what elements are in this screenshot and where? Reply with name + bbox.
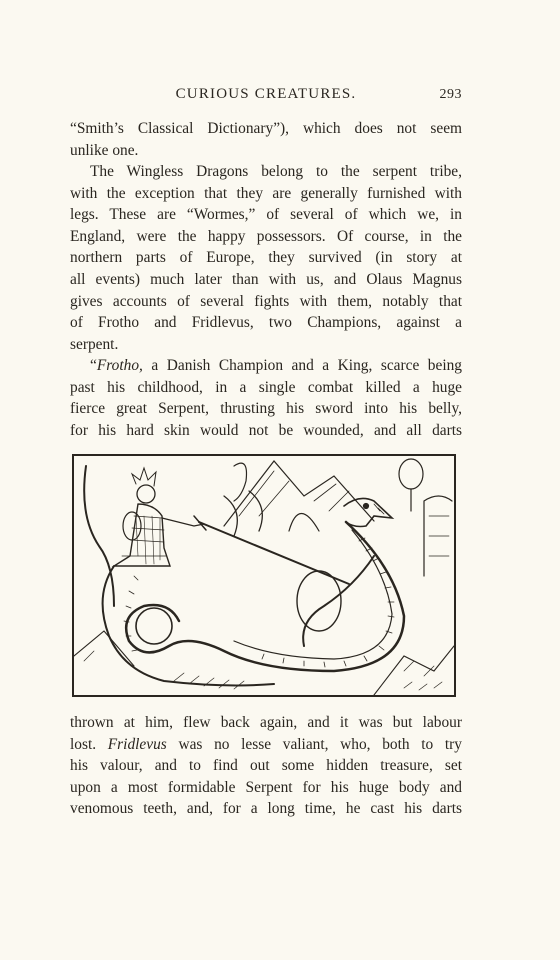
paragraph-2: [70, 161, 462, 355]
text-line: “Smith’s Classical Dictionary”), which does not seem: [70, 120, 462, 137]
paragraph-4: [70, 712, 462, 820]
text-line: with the exception that they are generally furnished with: [70, 184, 462, 202]
text-run: lost.: [70, 735, 108, 753]
champion-name-fridlevus: Fridlevus: [107, 735, 167, 753]
text-line: of Frotho and Fridlevus, two Champions, against a: [70, 314, 462, 332]
open-quote: “: [90, 357, 97, 374]
text-line: all events) much later than with us, and Olaus Magnus: [70, 270, 462, 288]
text-line: [70, 734, 462, 756]
woodcut-illustration: [72, 454, 456, 697]
running-title: CURIOUS CREATURES.: [175, 86, 357, 102]
paragraph-1: [70, 118, 462, 161]
paragraph-3: [70, 355, 462, 441]
text-line: venomous teeth, and, for a long time, he cast his darts: [70, 800, 462, 818]
text-line: unlike one.: [70, 141, 139, 159]
text-line: England, were the happy possessors. Of course, in the: [70, 227, 462, 245]
champion-name-frotho: Frotho,: [96, 357, 143, 374]
text-line: thrown at him, flew back again, and it was but labour: [70, 714, 462, 731]
page-number: 293: [439, 87, 462, 102]
text-run: was no lesse valiant, who, both to try: [166, 735, 462, 753]
text-line: his valour, and to find out some hidden treasure, set: [70, 757, 462, 775]
text-line: The Wingless Dragons belong to the serpent tribe,: [90, 163, 462, 180]
text-line: fierce great Serpent, thrusting his sword into his belly,: [70, 400, 462, 418]
text-line: [70, 355, 462, 377]
text-line: gives accounts of several fights with them, notably that: [70, 292, 462, 310]
text-run: a Danish Champion and a King, scarce being: [142, 357, 462, 374]
text-line: northern parts of Europe, they survived (in story at: [70, 249, 462, 267]
running-head: [70, 86, 462, 108]
text-line: past his childhood, in a single combat killed a huge: [70, 378, 462, 396]
woodcut-champion-vs-serpent: [74, 456, 454, 695]
text-line: upon a most formidable Serpent for his huge body and: [70, 778, 462, 796]
text-line: legs. These are “Wormes,” of several of which we, in: [70, 206, 462, 224]
text-line: serpent.: [70, 335, 119, 353]
text-line: for his hard skin would not be wounded, and all darts: [70, 421, 462, 439]
